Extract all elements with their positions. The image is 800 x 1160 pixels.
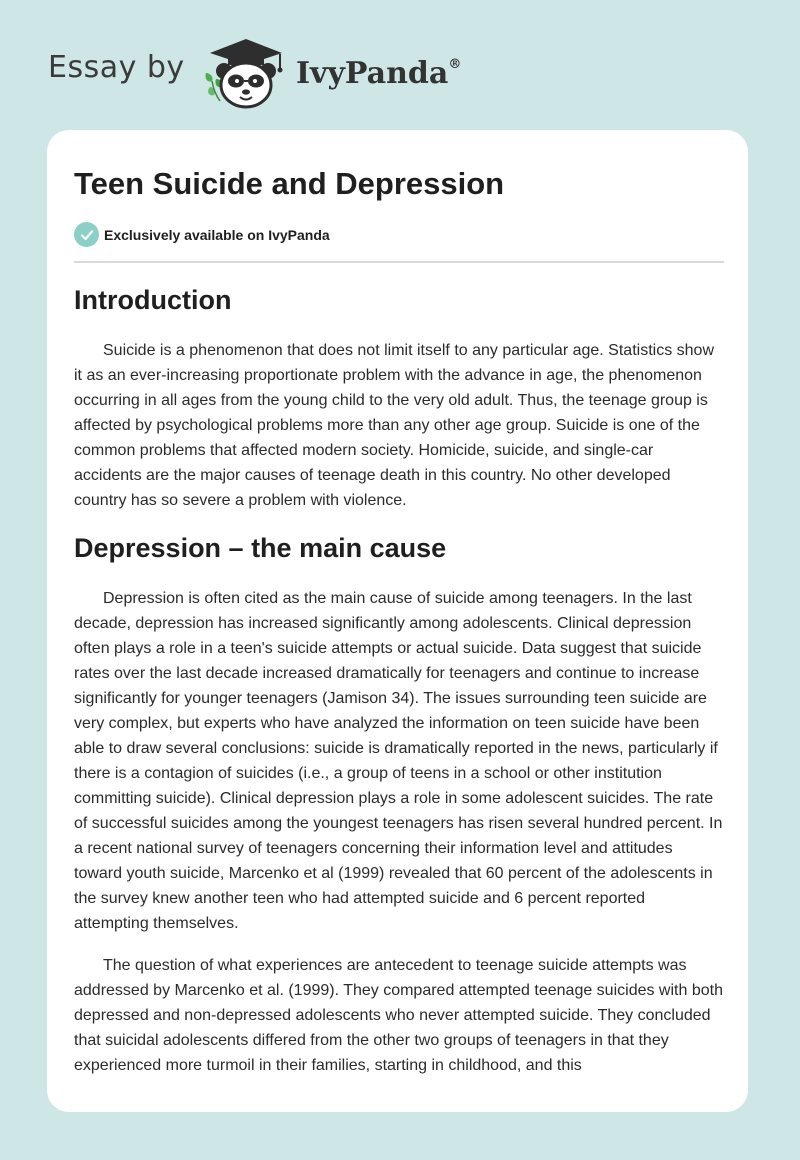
check-icon [74, 222, 99, 247]
brand-text: IvyPanda [296, 56, 449, 91]
essay-body [74, 282, 724, 1095]
exclusive-label: Exclusively available on IvyPanda [104, 226, 330, 243]
brand-name[interactable] [296, 56, 461, 91]
site-header [0, 0, 800, 130]
essay-by-label: Essay by [48, 50, 185, 85]
registered-mark: ® [448, 57, 462, 72]
paragraph: The question of what experiences are antecedent to teenage suicide attempts was addressed by Marcenko et al. (1999). They compared attempted teenage suicides with both depressed and non-depressed adolescents who never attempted suicide. They concluded that suicidal adolescents differed from the other two groups of teenagers in that they experienced more turmoil in their families, starting in childhood, and this [74, 957, 723, 1074]
page-title: Teen Suicide and Depression [74, 166, 505, 201]
paragraph: Suicide is a phenomenon that does not limit itself to any particular age. Statistics show it as an ever-increasing proportionate problem with the advance in age, the phenomenon occurring in all ages from the young child to the very old adult. Thus, the teenage group is affected by psychological problems more than any other age group. Suicide is one of the common problems that affected modern society. Homicide, suicide, and single-car accidents are the major causes of teenage death in this country. No other developed country has so severe a problem with violence. [74, 342, 714, 509]
section-heading-introduction: Introduction [74, 285, 232, 315]
title-divider [74, 261, 724, 263]
exclusive-badge [74, 222, 330, 247]
section-heading-depression: Depression – the main cause [74, 533, 447, 563]
paragraph: Depression is often cited as the main cause of suicide among teenagers. In the last decade, depression has increased significantly among adolescents. Clinical depression often plays a role in a teen's suicide attempts or actual suicide. Data suggest that suicide rates over the last decade increased dramatically for teenagers and continue to increase significantly for younger teenagers (Jamison 34). The issues surrounding teen suicide are very complex, but experts who have analyzed the information on teen suicide have been able to draw several conclusions: suicide is dramatically reported in the news, particularly if there is a contagion of suicides (i.e., a group of teens in a school or other institution committing suicide). Clinical depression plays a role in some adolescent suicides. The rate of successful suicides among the youngest teenagers has risen several hundred percent. In a recent national survey of teenagers concerning their information level and attitudes toward youth suicide, Marcenko et al (1999) revealed that 60 percent of the adolescents in the survey knew another teen who had attempted suicide and 6 percent reported attempting themselves. [74, 590, 723, 932]
essay-card [47, 130, 748, 1112]
ivypanda-logo-icon[interactable] [200, 35, 292, 110]
